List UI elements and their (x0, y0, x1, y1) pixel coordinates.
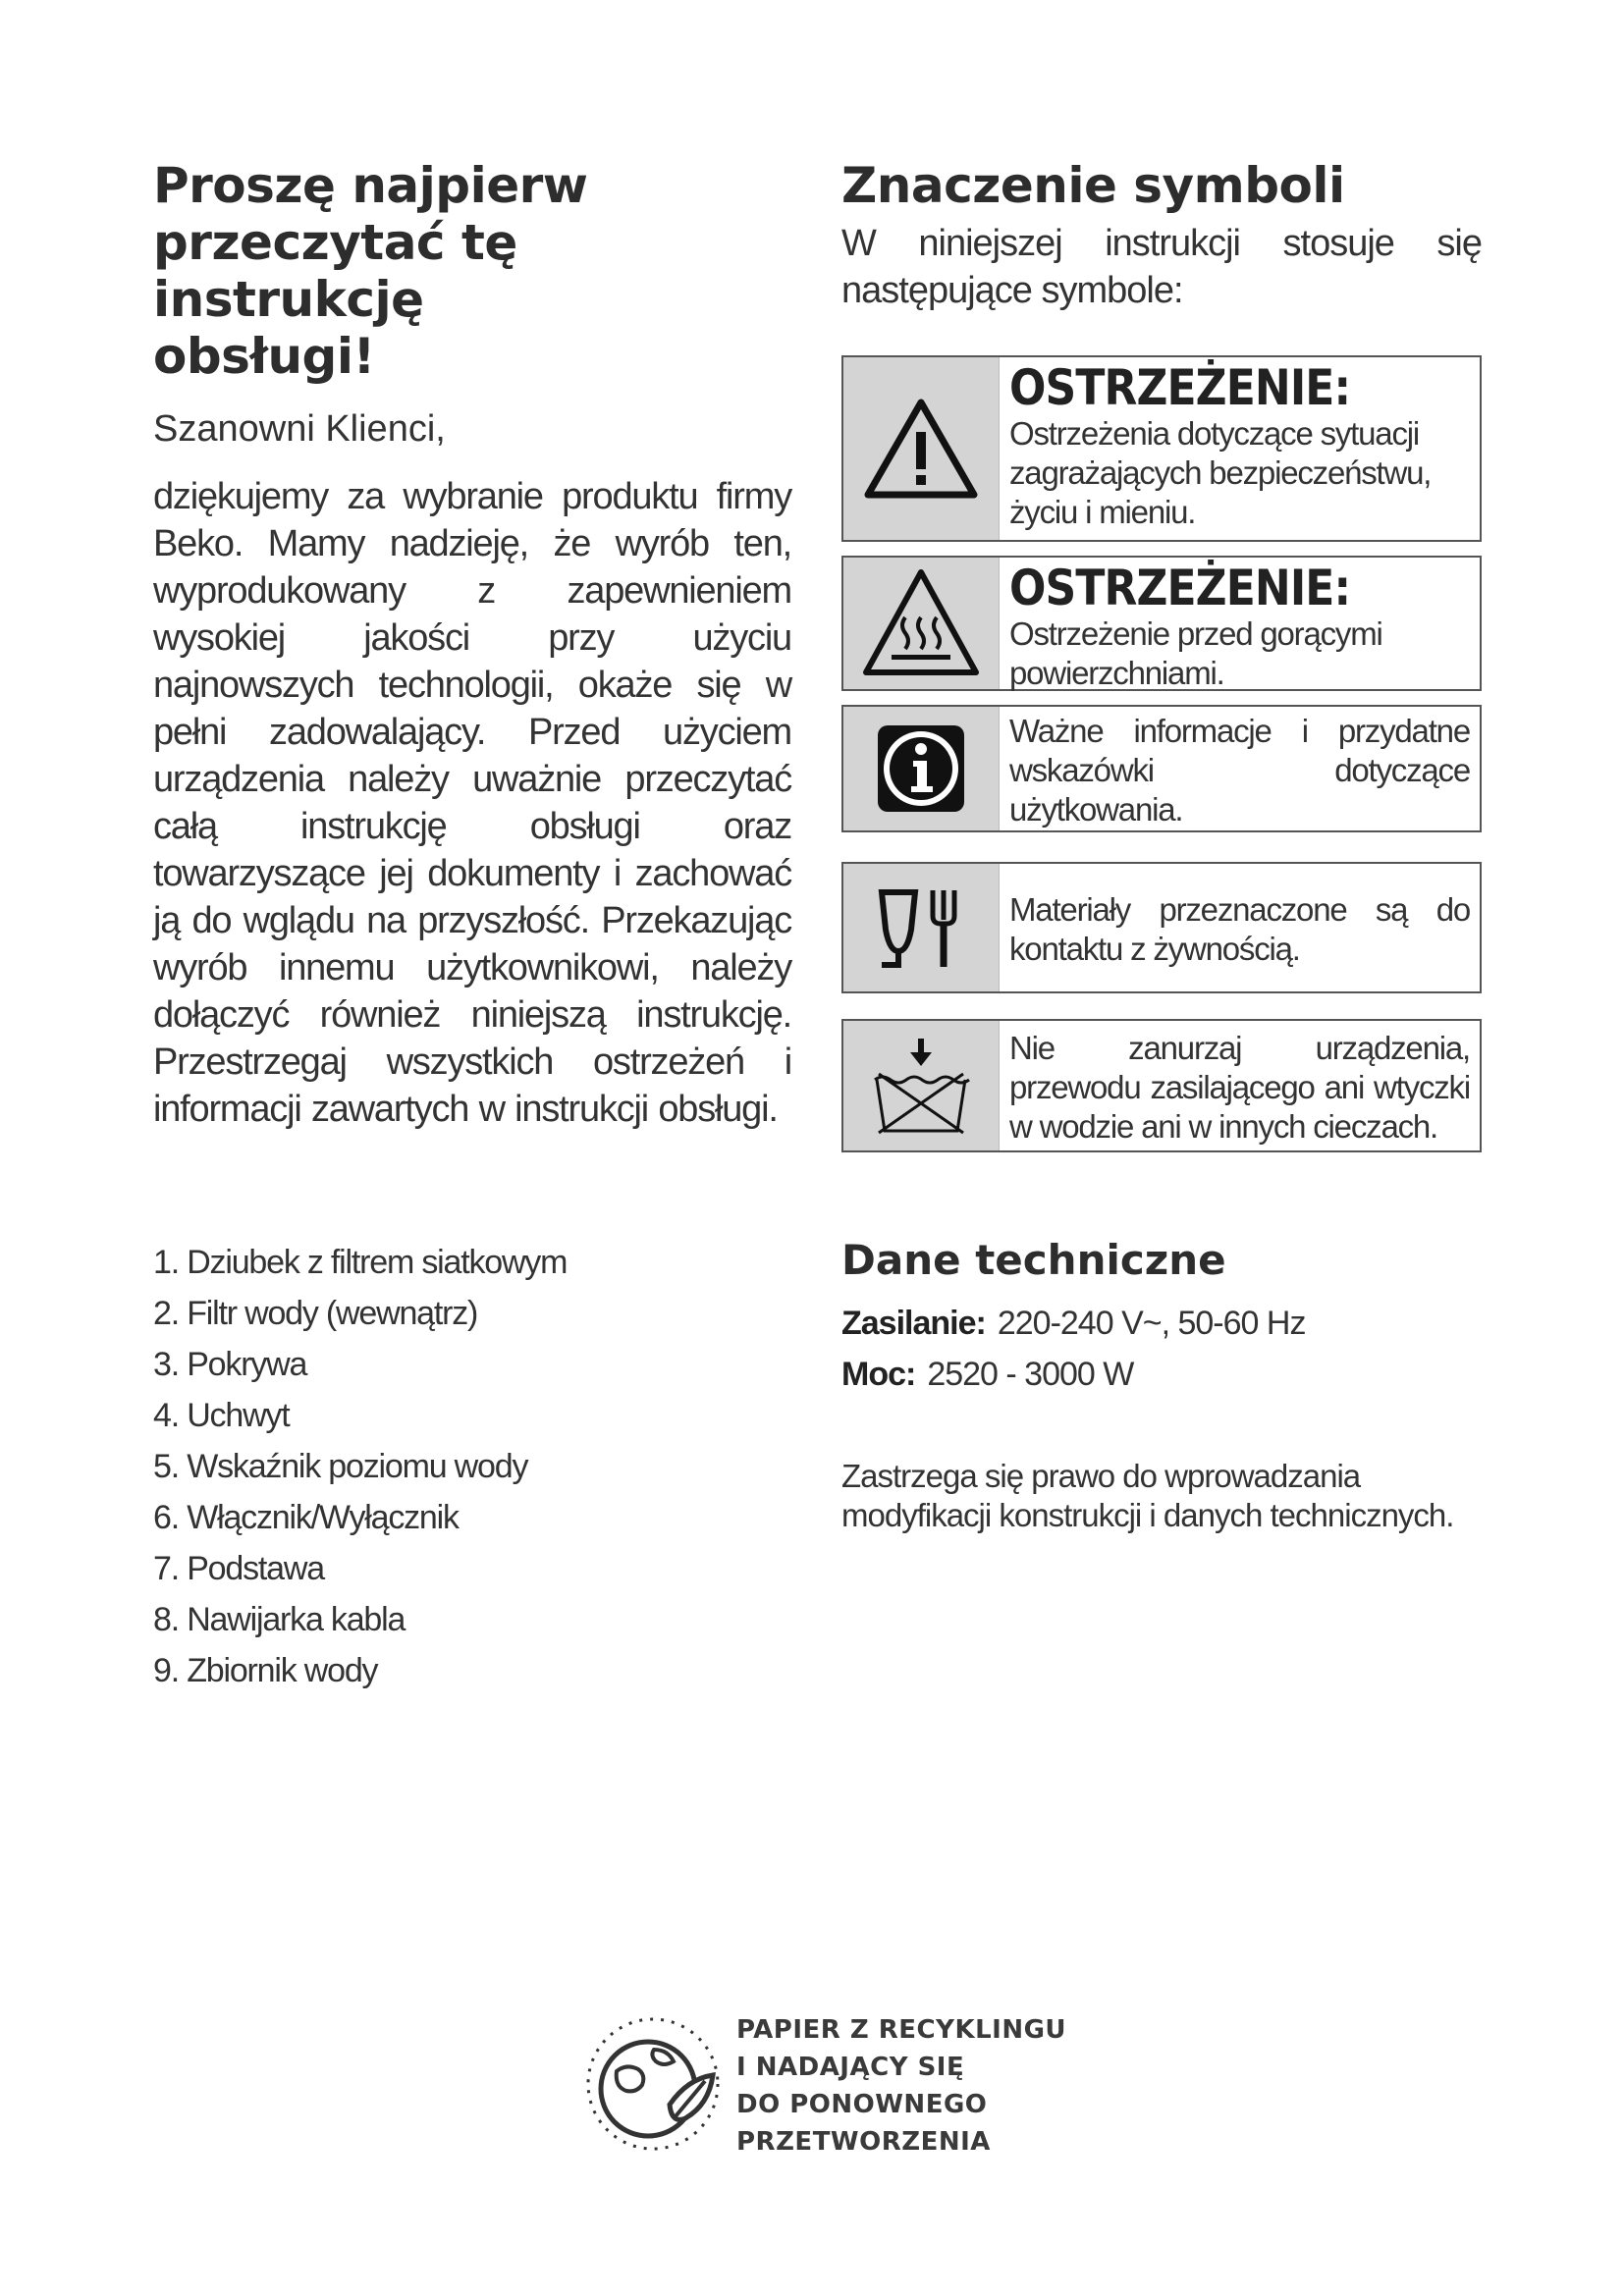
power-supply-label: Zasilanie: (841, 1305, 986, 1342)
symbol-row-no-immersion (841, 1019, 1482, 1152)
symbol-description: Materiały przeznaczone są do kontaktu z żywnością. (1009, 891, 1470, 967)
symbol-row-info (841, 705, 1482, 832)
list-item: 6. Włącznik/Wyłącznik (153, 1499, 459, 1536)
list-item: 8. Nawijarka kabla (153, 1601, 406, 1638)
heading-line: obsługi! (153, 328, 375, 385)
symbols-section (841, 157, 1482, 314)
recycling-line: PRZETWORZENIA (736, 2127, 991, 2157)
parts-list (153, 1237, 742, 1696)
power-row (841, 1349, 1482, 1400)
power-supply-row (841, 1298, 1482, 1349)
hot-surface-icon (843, 558, 1000, 689)
list-item: 7. Podstawa (153, 1550, 324, 1587)
symbol-row-food-contact (841, 862, 1482, 993)
symbol-row-warning (841, 355, 1482, 542)
warning-triangle-icon (843, 357, 1000, 540)
power-supply-value: 220-240 V~, 50-60 Hz (997, 1305, 1306, 1342)
symbol-title: OSTRZEŻENIE: (1009, 359, 1351, 416)
page-heading (153, 157, 791, 385)
symbols-intro-line1: W niniejszej instrukcji stosuje się (841, 223, 1482, 264)
recycling-text (736, 2011, 1066, 2161)
list-item: 5. Wskaźnik poziomu wody (153, 1448, 528, 1485)
heading-line: przeczytać tę instrukcję (153, 214, 517, 328)
reserve-note: Zastrzega się prawo do wprowadzania modyfikacji konstrukcji i danych technicznych. (841, 1458, 1454, 1533)
list-item: 1. Dziubek z filtrem siatkowym (153, 1244, 568, 1281)
symbol-description: Nie zanurzaj urządzenia, przewodu zasilającego ani wtyczki w wodzie ani w innych cieczach. (1009, 1030, 1470, 1145)
heading-line: Proszę najpierw (153, 157, 588, 214)
symbols-heading: Znaczenie symboli (841, 157, 1345, 214)
info-icon (843, 707, 1000, 830)
tech-heading: Dane techniczne (841, 1236, 1226, 1284)
intro-section (153, 157, 791, 1133)
food-contact-icon (843, 864, 1000, 991)
recycling-line: I NADAJĄCY SIĘ (736, 2053, 965, 2082)
power-label: Moc: (841, 1356, 916, 1393)
symbol-row-hot-surface (841, 556, 1482, 691)
recycling-line: DO PONOWNEGO (736, 2090, 988, 2119)
recycling-notice (579, 2007, 1090, 2164)
list-item: 9. Zbiornik wody (153, 1652, 378, 1689)
recycling-line: PAPIER Z RECYKLINGU (736, 2015, 1067, 2045)
power-value: 2520 - 3000 W (927, 1356, 1134, 1393)
symbol-description: Ostrzeżenie przed gorącymi powierzchniami. (1009, 615, 1382, 691)
intro-body: dziękujemy za wybranie produktu firmy Beko. Mamy nadzieję, że wyrób ten, wyprodukowany z zapewnieniem wysokiej jakości przy użyciu najnowszych technologii, okaże się w pełni zadowalający. Przed użyciem urządzenia należy uważnie przeczytać całą instrukcję obsługi oraz towarzyszące jej dokumenty i zachować ją do wglądu na przyszłość. Przekazując wyrób innemu użytkownikowi, należy dołączyć również niniejszą instrukcję. Przestrzegaj wszystkich ostrzeżeń i informacji zawartych w instrukcji obsługi. (153, 476, 791, 1130)
no-immersion-icon (843, 1021, 1000, 1150)
symbol-description: Ważne informacje i przydatne wskazówki dotyczące użytkowania. (1009, 713, 1470, 828)
salutation: Szanowni Klienci, (153, 408, 446, 450)
technical-data-section (841, 1233, 1482, 1568)
list-item: 4. Uchwyt (153, 1397, 290, 1434)
recycled-paper-globe-icon (579, 2010, 727, 2163)
symbol-title: OSTRZEŻENIE: (1009, 560, 1351, 616)
symbols-intro-line2: następujące symbole: (841, 270, 1183, 311)
symbol-description: Ostrzeżenia dotyczące sytuacji zagrażających bezpieczeństwu, życiu i mieniu. (1009, 415, 1432, 530)
list-item: 3. Pokrywa (153, 1346, 307, 1383)
list-item: 2. Filtr wody (wewnątrz) (153, 1295, 478, 1332)
